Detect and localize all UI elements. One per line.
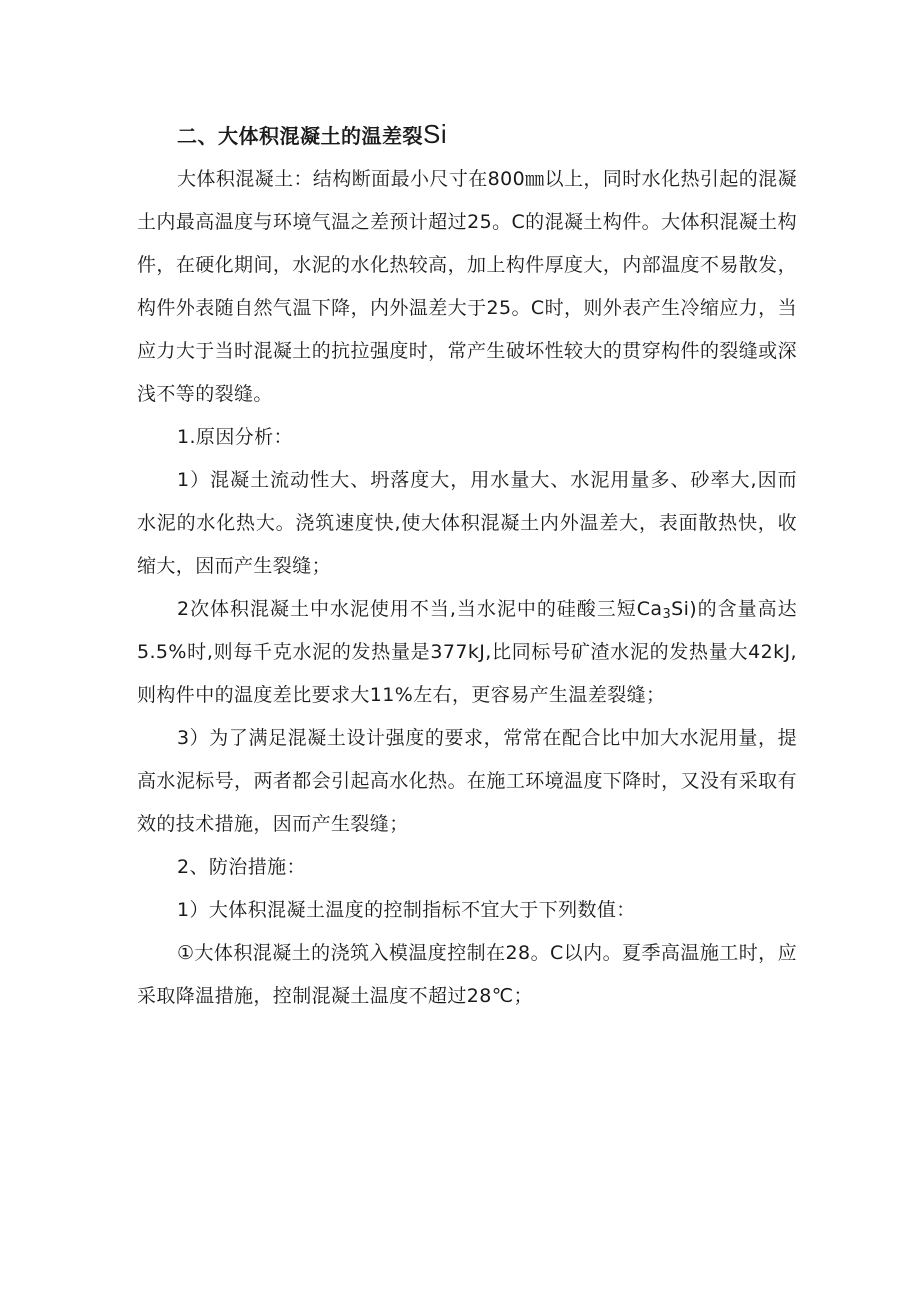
prevention-item-1: 1）大体积混凝土温度的控制指标不宜大于下列数值： — [177, 899, 636, 921]
prevention-item-1a: ①大体积混凝土的浇筑入模温度控制在28。C以内。夏季高温施工时，应采取降温措施，控制混凝土温度不超过28℃； — [137, 942, 797, 1007]
cause-item-1: 1）混凝土流动性大、坍落度大，用水量大、水泥用量多、砂率大,因而水泥的水化热大。浇筑速度快,使大体积混凝土内外温差大，表面散热快，收缩大，因而产生裂缝； — [137, 469, 797, 577]
cause-item-2-text-a: 2次体积混凝土中水泥使用不当,当水泥中的硅酸三短Ca — [177, 598, 663, 620]
document-body — [137, 112, 797, 1018]
section-heading-text: 二、大体积混凝土的温差裂 — [177, 124, 423, 148]
cause-item-2 — [137, 588, 797, 717]
cause-item-2-subscript: 3 — [662, 607, 672, 622]
cause-analysis-title: 1.原因分析： — [177, 426, 293, 448]
section-heading-latin: Si — [423, 119, 448, 149]
cause-item-3: 3）为了满足混凝土设计强度的要求，常常在配合比中加大水泥用量，提高水泥标号，两者都会引起高水化热。在施工环境温度下降时，又没有采取有效的技术措施，因而产生裂缝； — [137, 727, 797, 835]
section-heading — [137, 112, 797, 158]
definition-paragraph: 大体积混凝土：结构断面最小尺寸在800㎜以上，同时水化热引起的混凝土内最高温度与环境气温之差预计超过25。C的混凝土构件。大体积混凝土构件，在硬化期间，水泥的水化热较高，加上构件厚度大，内部温度不易散发，构件外表随自然气温下降，内外温差大于25。C时，则外表产生冷缩应力，当应力大于当时混凝土的抗拉强度时，常产生破坏性较大的贯穿构件的裂缝或深浅不等的裂缝。 — [137, 168, 797, 405]
prevention-title: 2、防治措施： — [177, 856, 306, 878]
cause-item-2-text-b: Si)的含量高达5.5%时,则每千克水泥的发热量是377kJ,比同标号矿渣水泥的发热量大42kJ,则构件中的温度差比要求大11%左右，更容易产生温差裂缝； — [137, 598, 797, 706]
